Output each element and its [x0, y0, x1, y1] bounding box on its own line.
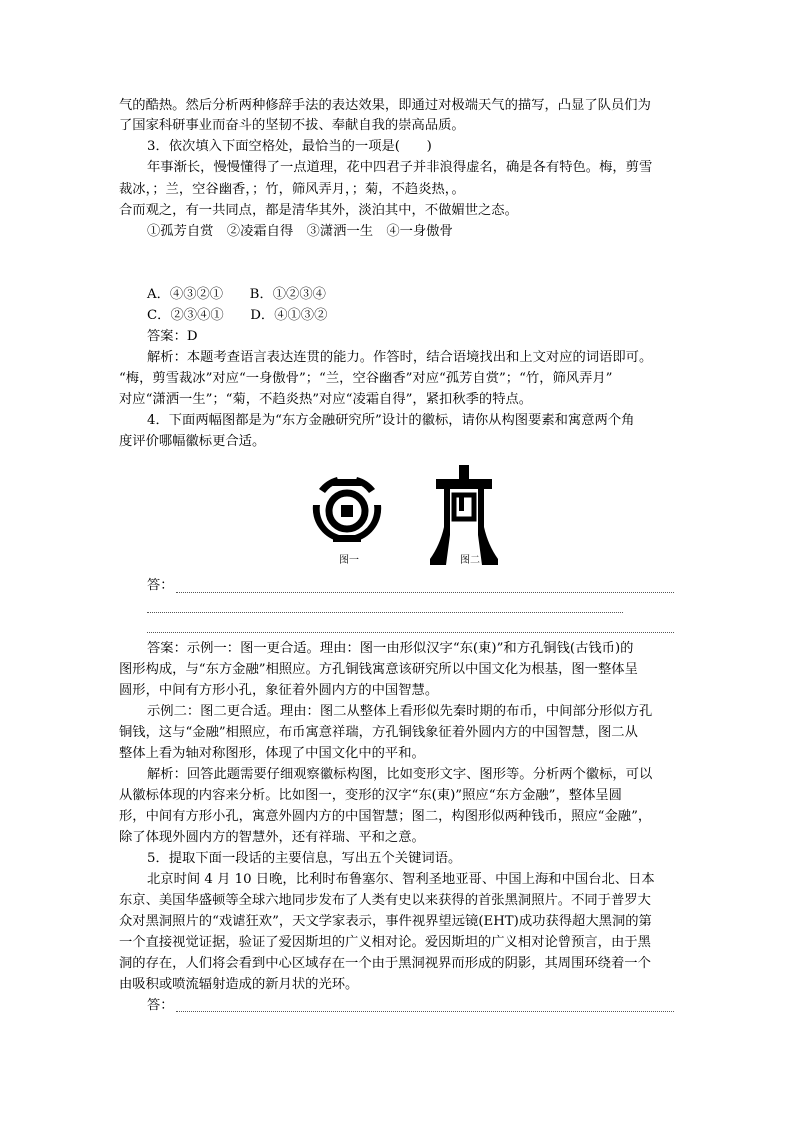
text-line: 东京、美国华盛顿等全球六地同步发布了人类有史以来获得的首张黑洞照片。不同于普罗大	[119, 893, 651, 908]
question-3-title: 3．依次填入下面空格处，最恰当的一项是( )	[147, 139, 432, 154]
figure-1-caption: 图一	[339, 555, 359, 566]
text-line: 一个直接视觉证据，验证了爱因斯坦的广义相对论。爱因斯坦的广义相对论曾预言，由于黑	[119, 935, 651, 950]
explanation-line: 从徽标体现的内容来分析。比如图一，变形的汉字“东(東)”照应“东方金融”，整体呈圆	[119, 788, 622, 803]
answer-line: 圆形，中间有方形小孔，象征着外圆内方的中国智慧。	[119, 683, 439, 698]
answer-line: 答案：D	[147, 329, 198, 344]
answer-line-q5[interactable]	[176, 1011, 674, 1012]
options-line: ①孤芳自赏 ②凌霜自得 ③潇洒一生 ④一身傲骨	[147, 224, 453, 239]
answer-line-1[interactable]	[176, 592, 674, 593]
choice-line: C．②③④① D．④①③②	[147, 308, 328, 323]
explanation-line: 解析：回答此题需要仔细观察徽标构图，比如变形文字、图形等。分析两个徽标，可以	[147, 767, 653, 782]
text-line: 度评价哪幅徽标更合适。	[119, 434, 266, 449]
logo-svg	[0, 455, 794, 570]
explanation-line: “梅，剪雪裁冰”对应“一身傲骨”；“兰，空谷幽香”对应“孤芳自赏”；“竹，筛风弄月”	[119, 371, 613, 386]
text-line: 气的酷热。然后分析两种修辞手法的表达效果，即通过对极端天气的描写，凸显了队员们为	[119, 98, 651, 113]
explanation-line: 解析：本题考查语言表达连贯的能力。作答时，结合语境找出和上文对应的词语即可。	[147, 350, 653, 365]
text-segment: ；兰，空谷幽香，	[152, 182, 252, 197]
answer-line-3[interactable]	[147, 632, 674, 633]
text-line: 合而观之，有一共同点，都是清华其外，淡泊其中，不做媚世之态。	[119, 203, 518, 218]
logo-figures	[0, 455, 794, 570]
logo-figure-1	[313, 477, 381, 542]
answer-line: 示例二：图二更合适。理由：图二从整体上看形似先秦时期的布币，中间部分形似方孔	[147, 704, 653, 719]
text-line: 众对黑洞照片的“戏谑狂欢”，天文学家表示，事件视界望远镜(EHT)成功获得超大黑洞的第	[119, 914, 652, 929]
figure-2-caption: 图二	[460, 555, 480, 566]
answer-line: 整体上看为轴对称图形，体现了中国文化中的平和。	[119, 746, 425, 761]
answer-line: 铜钱，这与“金融”相照应，布币寓意祥瑞，方孔铜钱象征着外圆内方的中国智慧，图二从	[119, 725, 638, 740]
text-line: 北京时间 4 月 10 日晚，比利时布鲁塞尔、智利圣地亚哥、中国上海和中国台北、日本	[147, 872, 655, 887]
text-line: 了国家科研事业而奋斗的坚韧不拔、奉献自我的崇高品质。	[119, 118, 465, 133]
question-5-title: 5．提取下面一段话的主要信息，写出五个关键词语。	[147, 851, 462, 866]
question-4-title: 4．下面两幅图都是为“东方金融研究所”设计的徽标，请你从构图要素和寓意两个角	[147, 413, 635, 428]
text-segment: 。	[451, 182, 465, 197]
text-line: 年事渐长，慢慢懂得了一点道理，花中四君子并非浪得虚名，确是各有特色。梅，剪雪	[147, 160, 653, 175]
fill-blank-line	[119, 180, 794, 200]
explanation-line: 形，中间有方形小孔，寓意外圆内方的中国智慧；图二，构图形似两种钱币，照应“金融”，	[119, 809, 652, 824]
text-line: 洞的存在，人们将会看到中心区域存在一个由于黑洞视界而形成的阴影，其周围环绕着一个	[119, 956, 651, 971]
choice-line: A．④③②① B．①②③④	[147, 287, 326, 302]
logo-figure-2	[430, 465, 498, 565]
text-segment: ；竹，筛风弄月，	[251, 182, 352, 197]
answer-label: 答：	[147, 998, 174, 1013]
answer-label: 答：	[147, 578, 174, 593]
text-segment: 裁冰，	[119, 182, 153, 197]
answer-line: 答案：示例一：图一更合适。理由：图一由形似汉字“东(東)”和方孔铜钱(古钱币)的	[147, 641, 634, 656]
text-line: 由吸积或喷流辐射造成的新月状的光环。	[119, 977, 359, 992]
answer-line: 图形构成，与“东方金融”相照应。方孔铜钱寓意该研究所以中国文化为根基，图一整体呈	[119, 662, 638, 677]
explanation-line: 对应“潇洒一生”；“菊，不趋炎热”对应“凌霜自得”，紧扣秋季的特点。	[119, 392, 533, 407]
text-segment: ；菊，不趋炎热，	[351, 182, 452, 197]
explanation-line: 除了体现外圆内方的智慧外，还有祥瑞、平和之意。	[119, 830, 425, 845]
answer-line-2[interactable]	[147, 612, 623, 613]
